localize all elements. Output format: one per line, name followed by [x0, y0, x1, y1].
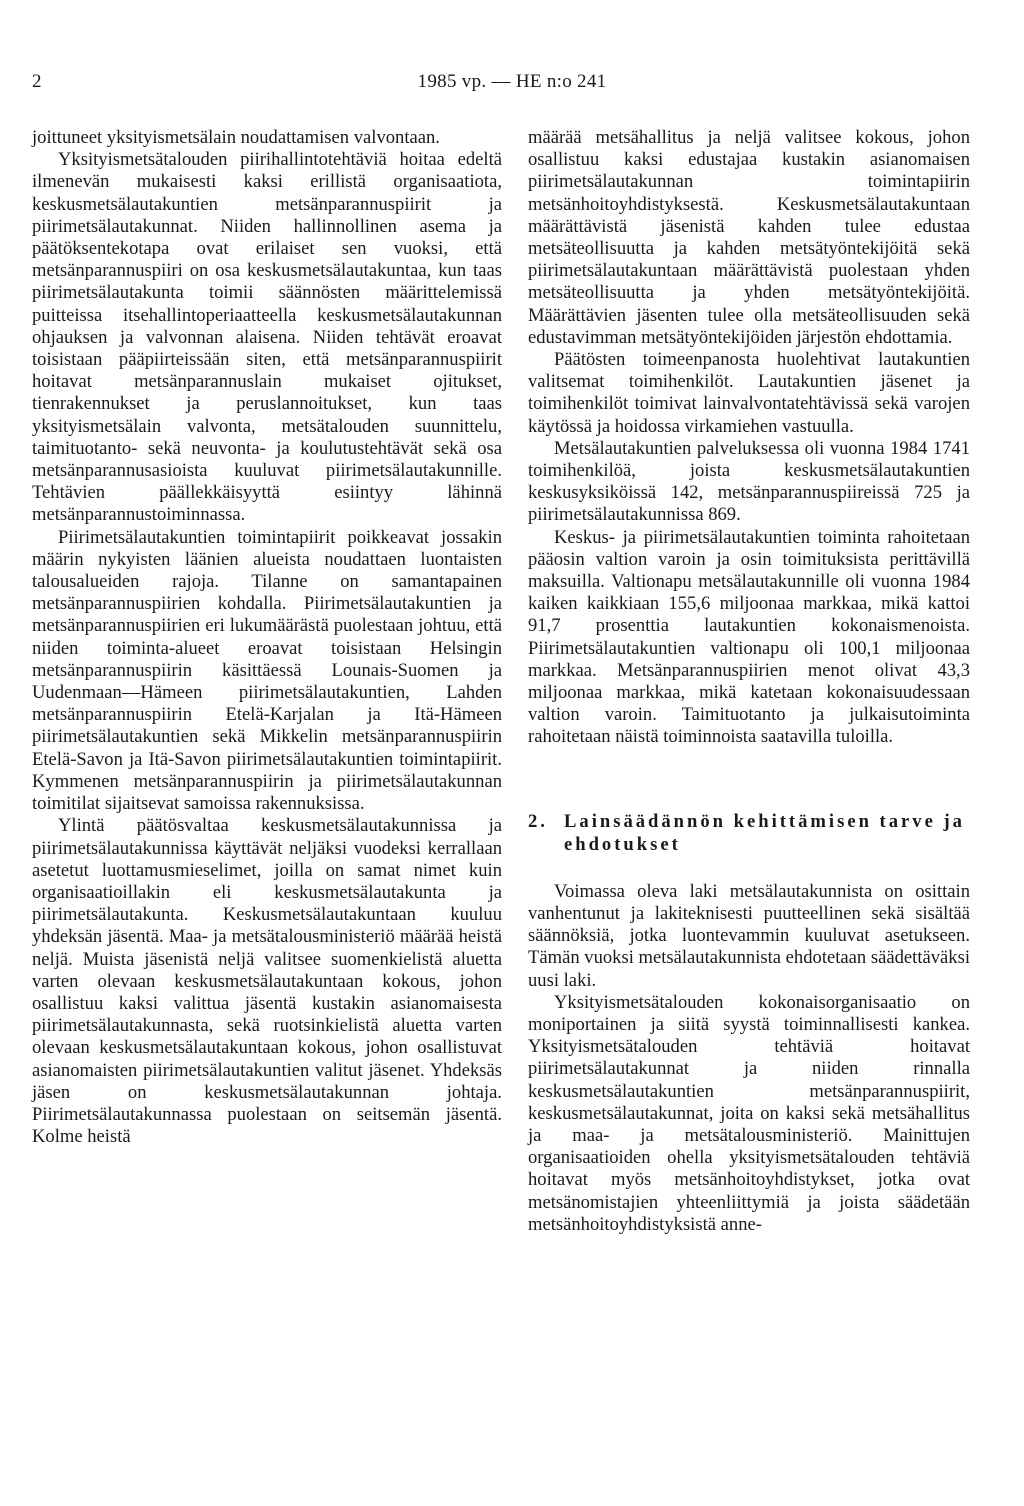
paragraph: Voimassa oleva laki metsälautakunnista on osittain vanhentunut ja lakiteknisesti puutteellinen sekä sisältää säännöksiä, jotka luontevammin kuuluvat asetukseen. Tämän vuoksi metsälautakunnista ehdotetaan säädettäväksi uusi laki. [528, 880, 970, 991]
paragraph: Piirimetsälautakuntien toimintapiirit poikkeavat jossakin määrin nykyisten läänien alueista noudattaen luontaisten talousalueiden rajoja. Tilanne on samantapainen metsänparannuspiirien kohdalla. Piirimetsälautakuntien ja metsänparannuspiirien eri lukumäärästä puolestaan johtuu, että niiden toiminta-alueet eroavat toisistaan Helsingin metsänparannuspiirin käsittäessä Lounais-Suomen ja Uudenmaan—Hämeen piirimetsälautakuntien, Lahden metsänparannuspiirin Etelä-Karjalan ja Itä-Hämeen piirimetsälautakuntien sekä Mikkelin metsänparannuspiirin Etelä-Savon ja Itä-Savon piirimetsälautakuntien toimintapiirit. Kymmenen metsänparannuspiirin ja piirimetsälautakunnan toimitilat sijaitsevat samoissa rakennuksissa. [32, 526, 502, 815]
right-column [528, 127, 970, 1236]
paragraph: Yksityismetsätalouden kokonaisorganisaatio on moniportainen ja siitä syystä toiminnallisesti kankea. Yksityismetsätalouden tehtäviä hoitavat piirimetsälautakunnat ja niiden rinnalla keskusmetsälautakuntien metsänparannuspiirit, keskusmetsälautakunnat, joita on kaksi sekä metsähallitus ja maa- ja metsätalousministeriö. Mainittujen organisaatioiden ohella yksityismetsätalouden tehtäviä hoitavat myös metsänhoitoyhdistykset, jotka ovat metsänomistajien yhteenliittymiä ja joista säädetään metsänhoitoyhdistyksistä anne- [528, 991, 970, 1235]
running-header: 1985 vp. — HE n:o 241 [417, 71, 607, 92]
paragraph: Metsälautakuntien palveluksessa oli vuonna 1984 1741 toimihenkilöä, joista keskusmetsälautakuntien keskusyksiköissä 142, metsänparannuspiireissä 725 ja piirimetsälautakunnissa 869. [528, 437, 970, 526]
paragraph: Yksityismetsätalouden piirihallintotehtäviä hoitaa edeltä ilmenevän mukaisesti kaksi erillistä organisaatiota, keskusmetsälautakuntien metsänparannuspiirit ja piirimetsälautakunnat. Niiden hallinnollinen asema ja päätöksentekotapa ovat erilaiset sen vuoksi, että metsänparannuspiiri on osa keskusmetsälautakuntaa, kun taas piirimetsälautakunta toimii säännösten määrittelemissä puitteissa itsehallintoperiaatteella keskusmetsälautakunnan ohjauksen ja valvonnan alaisena. Niiden tehtävät eroavat toisistaan pääpiirteissään siten, että metsänparannuspiirit hoitavat metsänparannuslain mukaiset ojitukset, tienrakennukset ja peruslannoitukset, kun taas yksityismetsälain valvonta, metsätalouden suunnittelu, taimituotanto- sekä neuvonta- ja koulutustehtävät sekä osa metsänparannusasioista kuuluvat piirimetsälautakunnille. Tehtävien päällekkäisyyttä esiintyy lähinnä metsänparannustoiminnassa. [32, 149, 502, 526]
paragraph: Päätösten toimeenpanosta huolehtivat lautakuntien valitsemat toimihenkilöt. Lautakuntien jäsenet ja toimihenkilöt toimivat lainvalvontatehtävissä sekä varojen käytössä ja hoidossa virkamiehen vastuulla. [528, 349, 970, 437]
page-number: 2 [32, 71, 42, 92]
left-column [32, 127, 502, 1148]
paragraph: Ylintä päätösvaltaa keskusmetsälautakunnissa ja piirimetsälautakunnissa käyttävät neljäksi vuodeksi kerrallaan asetetut luottamusmieselimet, joilla on samat nimet kuin organisaatioillakin eli keskusmetsälautakunta ja piirimetsälautakunta. Keskusmetsälautakuntaan kuuluu yhdeksän jäsentä. Maa- ja metsätalousministeriö määrää heistä neljä. Muista jäsenistä neljä valitsee suomenkielistä aluetta varten olevaan keskusmetsälautakuntaan kokous, johon osallistuu kaksi valittua jäsentä kustakin asianomaisesta piirimetsälautakunnasta, sekä ruotsinkielistä aluetta varten olevaan keskusmetsälautakuntaan kokous, johon osallistuvat asianomaisten piirimetsälautakuntien valitut jäsenet. Yhdeksäs jäsen on keskusmetsälautakunnan johtaja. Piirimetsälautakunnassa puolestaan on seitsemän jäsentä. Kolme heistä [32, 815, 502, 1148]
paragraph: määrää metsähallitus ja neljä valitsee kokous, johon osallistuu kaksi edustajaa kustakin asianomaisen piirimetsälautakunnan toimintapiirin metsänhoitoyhdistyksestä. Keskusmetsälautakuntaan määrättävistä jäsenistä kahden tulee edustaa metsäteollisuutta ja kahden metsätyöntekijöitä sekä piirimetsälautakuntaan määrättävistä puolestaan yhden metsäteollisuutta ja yhden metsätyöntekijöitä. Määrättävien jäsenten tulee olla metsäteollisuuden sekä edustavimman metsätyöntekijöiden järjestön ehdottamia. [528, 127, 970, 348]
paragraph: Keskus- ja piirimetsälautakuntien toiminta rahoitetaan pääosin valtion varoin ja osin toimituksista perittävillä maksuilla. Valtionapu metsälautakunnille oli vuonna 1984 kaiken kaikkiaan 155,6 miljoonaa markkaa, mikä kattoi 91,7 prosenttia lautakuntien kokonaismenoista. Piirimetsälautakuntien valtionapu oli 100,1 miljoonaa markkaa. Metsänparannuspiirien menot olivat 43,3 miljoonaa markkaa, mikä katetaan kokonaisuudessaan valtion varoin. Taimituotanto ja julkaisutoiminta rahoitetaan näistä toiminnoista saatavilla tuloilla. [528, 526, 970, 748]
section-title: Lainsäädännön kehittämisen tarve ja ehdotukset [564, 810, 965, 855]
paragraph: joittuneet yksityismetsälain noudattamisen valvontaan. [32, 127, 440, 148]
section-number: 2. [528, 810, 548, 832]
section-heading [528, 810, 970, 856]
